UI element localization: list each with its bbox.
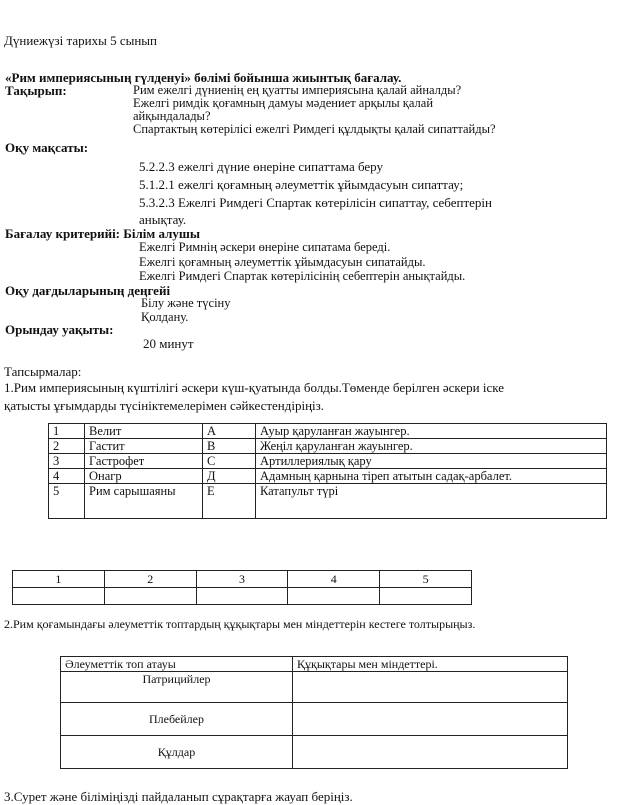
objective-item: анықтау. xyxy=(139,212,187,227)
criteria-item: Ежелгі қоғамның әлеуметтік ұйымдасуын сипатайды. xyxy=(139,255,426,269)
term-cell: Велит xyxy=(85,424,203,439)
column-header: Құқықтары мен міндеттері. xyxy=(293,657,568,672)
term-cell: Онагр xyxy=(85,469,203,484)
letter-cell: В xyxy=(203,439,256,454)
answer-header: 5 xyxy=(380,571,472,588)
letter-cell: Е xyxy=(203,484,256,519)
table-row xyxy=(49,469,607,484)
assessment-title: «Рим империясының гүлденуі» бөлімі бойынша жиынтық бағалау. xyxy=(5,70,402,85)
objective-item: 5.2.2.3 ежелгі дүние өнеріне сипаттама беру xyxy=(139,159,384,174)
table-row xyxy=(49,424,607,439)
description-cell: Артиллериялық қару xyxy=(256,454,607,469)
tasks-heading: Тапсырмалар: xyxy=(4,364,82,379)
table-row xyxy=(61,736,568,769)
subject-title: Дүниежүзі тарихы 5 сынып xyxy=(4,33,157,48)
letter-cell: Д xyxy=(203,469,256,484)
answer-header: 4 xyxy=(288,571,380,588)
answer-cell[interactable] xyxy=(288,588,380,605)
time-label: Орындау уақыты: xyxy=(5,322,114,337)
rights-cell[interactable] xyxy=(293,703,568,736)
description-cell: Жеңіл қаруланған жауынгер. xyxy=(256,439,607,454)
skill-item: Білу және түсіну xyxy=(141,296,231,310)
matching-table xyxy=(48,423,607,519)
row-number: 3 xyxy=(49,454,85,469)
time-value: 20 минут xyxy=(143,336,194,351)
row-number: 4 xyxy=(49,469,85,484)
group-name: Патрицийлер xyxy=(61,672,293,703)
table-row xyxy=(13,571,472,588)
table-row xyxy=(49,454,607,469)
criteria-item: Ежелгі Римдегі Спартак көтерілісінің себептерін анықтайды. xyxy=(139,269,466,283)
row-number: 1 xyxy=(49,424,85,439)
answer-header: 1 xyxy=(13,571,105,588)
objective-item: 5.3.2.3 Ежелгі Римдегі Спартак көтерілісін сипаттау, себептерін xyxy=(139,195,492,210)
term-cell: Гастрофет xyxy=(85,454,203,469)
group-name: Плебейлер xyxy=(61,703,293,736)
rights-cell[interactable] xyxy=(293,736,568,769)
table-row xyxy=(61,703,568,736)
criteria-label: Бағалау критерийі: Білім алушы xyxy=(5,226,201,241)
answer-cell[interactable] xyxy=(380,588,472,605)
answer-cell[interactable] xyxy=(196,588,288,605)
criteria-item: Ежелгі Римнің әскери өнеріне сипатама береді. xyxy=(139,240,391,254)
table-row xyxy=(61,657,568,672)
topic-line: Спартактың көтерілісі ежелгі Римдегі құлдықты қалай сипаттайды? xyxy=(133,122,496,136)
description-cell: Адамның қарнына тіреп атытын садақ-арбалет. xyxy=(256,469,607,484)
task1-text: қатысты ұғымдарды түсініктемелерімен сәйкестендіріңіз. xyxy=(4,398,325,413)
social-groups-table xyxy=(60,656,568,769)
answer-header: 2 xyxy=(104,571,196,588)
letter-cell: А xyxy=(203,424,256,439)
answer-grid xyxy=(12,570,472,605)
column-header: Әлеуметтік топ атауы xyxy=(61,657,293,672)
row-number: 5 xyxy=(49,484,85,519)
objectives-label: Оқу мақсаты: xyxy=(5,140,89,155)
topic-line: Рим ежелгі дүниенің ең қуатты империясына қалай айналды? xyxy=(133,83,462,97)
task2-text: 2.Рим қоғамындағы әлеуметтік топтардың құқықтары мен міндеттерін кестеге толтырыңыз. xyxy=(4,617,476,631)
skills-label: Оқу дағдыларының деңгейі xyxy=(5,283,171,298)
skill-item: Қолдану. xyxy=(141,310,189,324)
answer-cell[interactable] xyxy=(13,588,105,605)
description-cell: Катапульт түрі xyxy=(256,484,607,519)
table-row xyxy=(49,484,607,519)
topic-line: Ежелгі римдік қоғамның дамуы мәдениет арқылы қалай xyxy=(133,96,434,110)
table-row xyxy=(49,439,607,454)
topic-line: айқындалады? xyxy=(133,109,211,123)
answer-cell[interactable] xyxy=(104,588,196,605)
rights-cell[interactable] xyxy=(293,672,568,703)
objective-item: 5.1.2.1 ежелгі қоғамның әлеуметтік ұйымдасуын сипаттау; xyxy=(139,177,464,192)
topic-label: Тақырып: xyxy=(5,83,67,98)
table-row xyxy=(13,588,472,605)
row-number: 2 xyxy=(49,439,85,454)
table-row xyxy=(61,672,568,703)
group-name: Құлдар xyxy=(61,736,293,769)
term-cell: Рим сарышаяны xyxy=(85,484,203,519)
term-cell: Гастит xyxy=(85,439,203,454)
letter-cell: С xyxy=(203,454,256,469)
task3-text: 3.Сурет және біліміңізді пайдаланып сұрақтарға жауап беріңіз. xyxy=(4,789,353,804)
answer-header: 3 xyxy=(196,571,288,588)
task1-text: 1.Рим империясының күштілігі әскери күш-қуатында болды.Төменде берілген әскери іске xyxy=(4,380,504,395)
description-cell: Ауыр қаруланған жауынгер. xyxy=(256,424,607,439)
